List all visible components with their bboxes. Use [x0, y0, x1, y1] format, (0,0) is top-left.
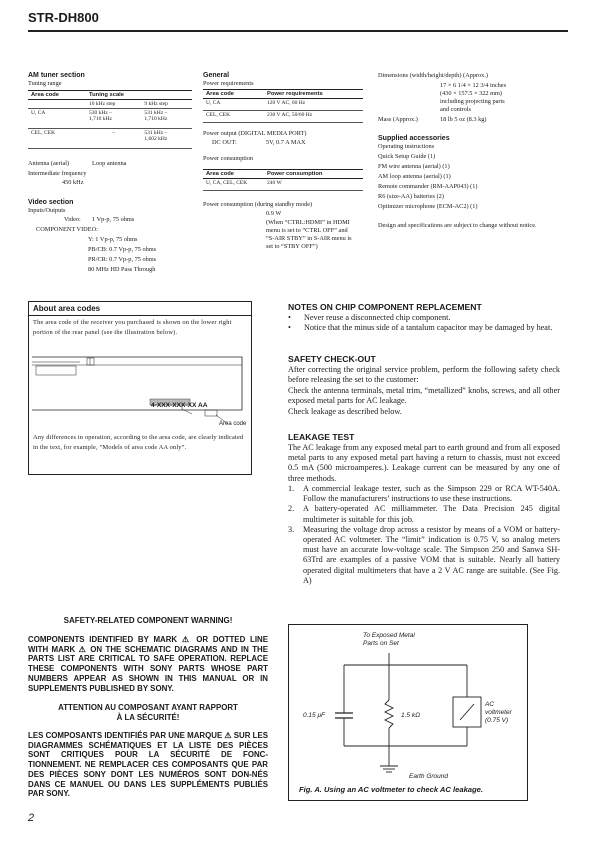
standby-note: (When “CTRL:HDMI” in HDMI menu is set to “CTRL OFF” and “S-AIR STBY” in S-AIR menu is set to “STBY OFF”)	[266, 219, 352, 250]
model-title: STR-DH800	[28, 10, 99, 25]
component-label: COMPONENT VIDEO:	[36, 226, 98, 233]
leakage-title: LEAKAGE TEST	[288, 432, 355, 442]
row-code: U, CA	[203, 99, 264, 111]
safety-p2: Check the antenna terminals, metal trim, “metallized” knobs, screws, and all other exposed metal parts for AC leakage.	[288, 386, 560, 406]
fig-to-metal-2: Parts on Set	[363, 640, 399, 647]
page-number: 2	[28, 812, 35, 824]
dims-label: Dimensions (width/height/depth) (Approx.)	[378, 72, 489, 79]
dims-l2: (430 × 157.5 × 322 mm)	[440, 90, 503, 97]
area-codes-box	[28, 301, 252, 475]
safety-warning-fr-title-1: ATTENTION AU COMPOSANT AYANT RAPPORT	[58, 703, 238, 712]
video-label: Video:	[64, 216, 81, 223]
safety-warning-title: SAFETY-RELATED COMPONENT WARNING!	[63, 616, 233, 625]
antenna-value: Loop antenna	[92, 160, 127, 167]
video-pr: PR/CR: 0.7 Vp-p, 75 ohms	[88, 256, 157, 263]
row-value: 240 W	[264, 179, 363, 191]
accessory-item: FM wire antenna (aerial) (1)	[378, 163, 450, 170]
accessory-item: R6 (size-AA) batteries (2)	[378, 193, 444, 200]
accessory-item: Operating instructions	[378, 143, 435, 150]
list-item: 2. A battery-operated AC milliammeter. The Data Precision 245 digital multimeter is suitable for this job.	[288, 504, 560, 524]
general-title: General	[203, 72, 230, 79]
accessory-item: Optimizer microphone (ECM-AC2) (1)	[378, 203, 478, 210]
video-pb: PB/CB: 0.7 Vp-p, 75 ohms	[88, 246, 157, 253]
safety-warning-fr: LES COMPOSANTS IDENTIFIÉS PAR UNE MARQUE ⚠ SUR LES DIAGRAMMES SCHÉMATIQUES ET LA LISTE DES PIÈCES SONT CRITIQUES POUR LA SÉCURITÉ DE FONC-TIONNEMENT. NE REMPLACER CES COMPOSANTS QUE PAR DES PIÈCES SONY DONT LES NUMÉROS SONT DON-NÉS DANS CE MANUEL OU DANS LES SUPPLÉMENTS PUBLIÉS PAR SONY.	[28, 731, 268, 799]
dims-l3: including projecting parts	[440, 98, 505, 105]
if-value: 450 kHz	[62, 179, 84, 186]
dims-l1: 17 × 6 1/4 × 12 3/4 inches	[440, 82, 507, 89]
row-value: 531 kHz – 1,602 kHz	[141, 129, 192, 149]
row-value: 230 V AC, 50/60 Hz	[264, 111, 363, 123]
area-box-footer: Any differences in operation, according to the area code, are clearly indicated in the text, for example, “Models of area code AA only”.	[33, 434, 244, 451]
tuning-range-label: Tuning range	[28, 80, 62, 87]
col-power-cons: Power consumption	[264, 170, 363, 179]
video-hd: 80 MHz HD Pass Through	[88, 266, 156, 273]
col-area-code: Area code	[203, 170, 264, 179]
row-code: CEL, CEK	[28, 129, 86, 149]
table-row	[203, 179, 363, 191]
power-cons-label: Power consumption	[203, 155, 254, 162]
list-item: 3. Measuring the voltage drop across a resistor by means of a VOM or battery-operated AC voltmeter. The “limit” indication is 0.75 V, so analog meters must have an accurate low-voltage scale. The Simpson 250 and Sanwa SH-63Trd are examples of a passive VOM that is suitable. Nearly all battery operated digital multimeters that have a 2 V AC range are suitable. (See Fig. A)	[288, 524, 560, 585]
chip-title: NOTES ON CHIP COMPONENT REPLACEMENT	[288, 302, 482, 312]
fig-ac-label: AC	[485, 701, 495, 708]
mass-value: 18 lb 5 oz (8.3 kg)	[440, 116, 487, 123]
fig-resistor-label: 1.5 kΩ	[401, 712, 421, 719]
video-io: Inputs/Outputs	[28, 207, 66, 214]
col-area-code: Area code	[203, 90, 264, 99]
am-tuner-title: AM tuner section	[28, 72, 85, 79]
chip-list	[288, 313, 560, 333]
row-value: 120 V AC, 60 Hz	[264, 99, 363, 111]
row-code: U, CA	[28, 109, 86, 129]
fig-capacitor-label: 0.15 μF	[303, 712, 325, 719]
video-title: Video section	[28, 199, 74, 206]
safety-p1: After correcting the original service problem, perform the following safety check before releasing the set to the customer:	[288, 365, 560, 385]
accessories-title: Supplied accessories	[378, 135, 450, 142]
area-code-caption: Area code	[219, 421, 247, 427]
figure-a	[288, 624, 528, 801]
list-item: • Never reuse a disconnected chip component.	[288, 313, 451, 322]
antenna-label: Antenna (aerial)	[28, 160, 70, 167]
safety-warning-fr-title-2: À LA SÉCURITÉ!	[116, 713, 180, 722]
table-row	[203, 111, 363, 123]
sub-10khz: 10 kHz step	[86, 100, 141, 109]
col-power-req: Power requirements	[264, 90, 363, 99]
mass-label: Mass (Approx.)	[378, 116, 418, 123]
row-value: –	[86, 129, 141, 149]
row-value: 530 kHz – 1,710 kHz	[86, 109, 141, 129]
power-cons-table	[203, 169, 363, 191]
if-label: Intermediate frequency	[28, 170, 87, 177]
row-code: U, CA, CEL, CEK	[203, 179, 264, 191]
leakage-list	[288, 484, 560, 586]
list-item: 1. A commercial leakage tester, such as the Simpson 229 or RCA WT-540A. Follow the manufacturers’ instructions to use these instructions.	[288, 484, 560, 504]
am-tuner-table	[28, 90, 192, 149]
spec-change-note: Design and specifications are subject to change without notice.	[378, 222, 537, 229]
col-area-code: Area code	[28, 91, 86, 100]
dmport-label: Power output (DIGITAL MEDIA PORT)	[203, 130, 307, 137]
fig-caption: Fig. A. Using an AC voltmeter to check AC leakage.	[299, 785, 483, 794]
video-value: 1 Vp-p, 75 ohms	[92, 216, 135, 223]
list-item: • Notice that the minus side of a tantalum capacitor may be damaged by heat.	[288, 323, 553, 333]
row-value: 531 kHz – 1,710 kHz	[141, 109, 192, 129]
power-req-label: Power requirements	[203, 80, 254, 87]
safety-p3: Check leakage as described below.	[288, 407, 402, 416]
safety-title: SAFETY CHECK-OUT	[288, 354, 376, 364]
area-box-title: About area codes	[33, 304, 101, 313]
standby-label: Power consumption (during standby mode)	[203, 201, 313, 208]
rear-panel-illustration	[32, 352, 248, 432]
safety-warning-en: COMPONENTS IDENTIFIED BY MARK ⚠ OR DOTTED LINE WITH MARK ⚠ ON THE SCHEMATIC DIAGRAMS AND IN THE PARTS LIST ARE CRITICAL TO SAFE OPERATION. REPLACE THESE COMPONENTS WITH SONY PARTS WHOSE PART NUMBERS APPEAR AS SHOWN IN THIS MANUAL OR IN SUPPLEMENTS PUBLISHED BY SONY.	[28, 635, 268, 693]
table-row	[203, 99, 363, 111]
dcout-value: 5V, 0.7 A MAX	[266, 139, 306, 146]
sub-9khz: 9 kHz step	[141, 100, 192, 109]
accessory-item: AM loop antenna (aerial) (1)	[378, 173, 451, 180]
fig-to-metal-1: To Exposed Metal	[363, 632, 415, 639]
table-row	[28, 129, 192, 149]
dcout-label: DC OUT:	[212, 139, 237, 146]
dims-l4: and controls	[440, 106, 471, 113]
table-row	[28, 109, 192, 129]
fig-ground-label: Earth Ground	[409, 773, 449, 780]
accessory-item: Quick Setup Guide (1)	[378, 153, 436, 160]
accessory-item: Remote commander (RM-AAP043) (1)	[378, 183, 478, 190]
col-tuning-scale: Tuning scale	[86, 91, 192, 100]
area-label-number: 4-XXX-XXX-XX AA	[151, 402, 208, 409]
fig-voltmeter-label: voltmeter	[485, 709, 512, 716]
power-req-table	[203, 89, 363, 123]
area-box-text: The area code of the receiver you purchased is shown on the lower right portion of the rear panel (see the illustration below).	[33, 319, 232, 336]
standby-value: 0.9 W	[266, 210, 282, 217]
header-rule	[28, 30, 568, 32]
row-code: CEL, CEK	[203, 111, 264, 123]
video-y: Y: 1 Vp-p, 75 ohms	[88, 236, 138, 243]
leakage-p1: The AC leakage from any exposed metal part to earth ground and from all exposed metal parts to any exposed metal part having a return to chassis, must not exceed 0.5 mA (500 microamperes.). Leakage current can be measured by any one of three methods.	[288, 443, 560, 483]
fig-voltage-label: (0.75 V)	[485, 717, 509, 724]
